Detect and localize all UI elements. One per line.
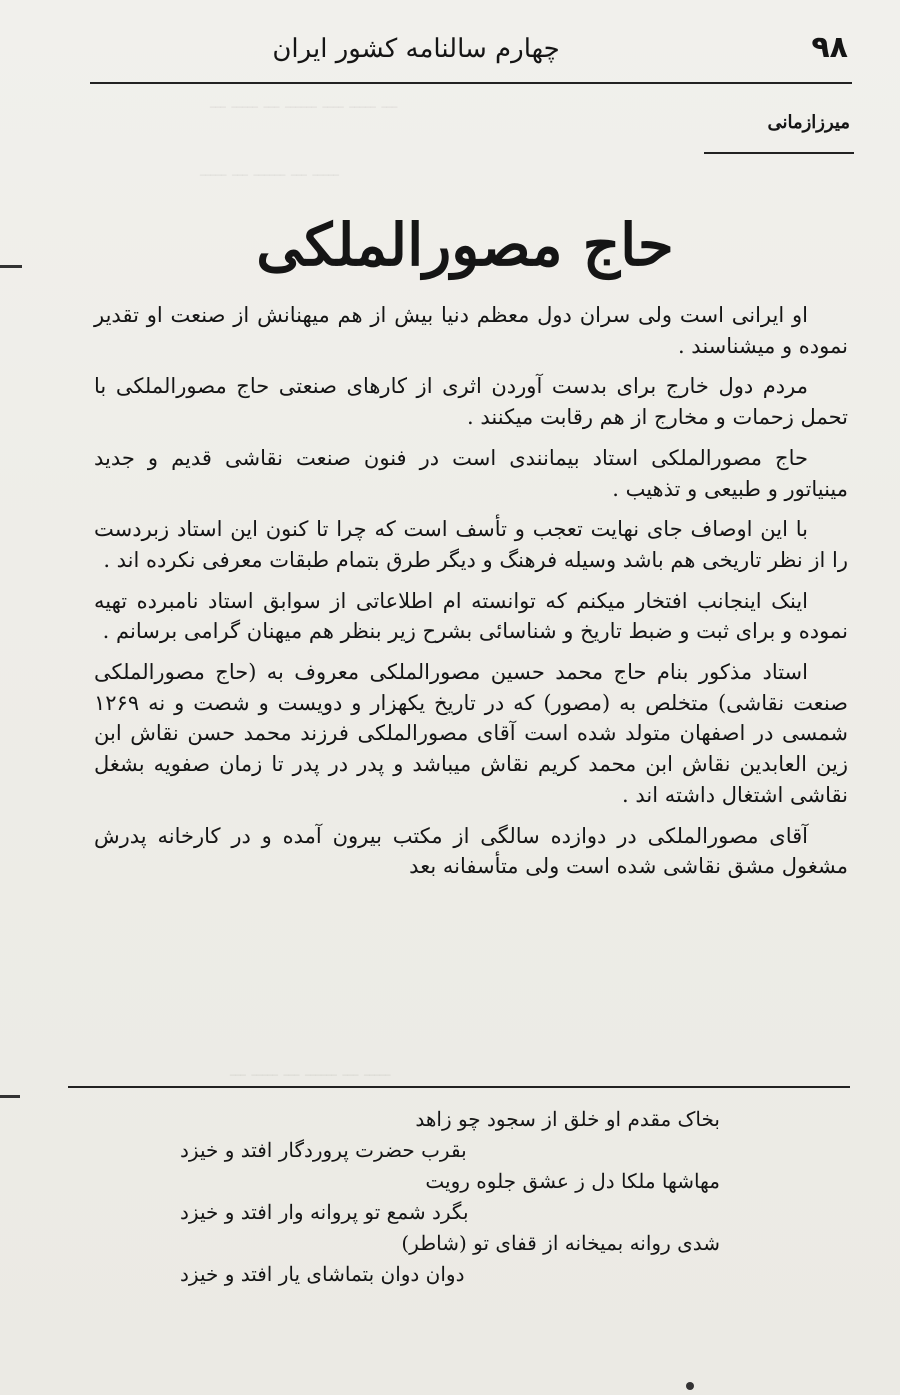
- poem-line: دوان دوان بتماشای یار افتد و خیزد: [180, 1262, 465, 1286]
- paragraph: اینک اینجانب افتخار میکنم که توانسته ام اطلاعاتی از سوابق استاد نامبرده تهیه نموده و برای ثبت و ضبط تاریخ و شناسائی بشرح زیر بنظر هم میهنان گرامی برسانم .: [94, 588, 848, 644]
- bleed-through-text: ـــــ ـــ ــــــ ـــ ـــــ ـــ: [230, 1060, 391, 1081]
- running-title: چهارم سالنامه کشور ایران: [272, 34, 560, 64]
- binding-mark: [0, 1095, 20, 1098]
- paragraph: آقای مصورالملکی در دوازده سالگی از مکتب بیرون آمده و در کارخانه پدرش مشغول مشق نقاشی شده است ولی متأسفانه بعد: [94, 823, 848, 879]
- poem-line: بخاک مقدم او خلق از سجود چو زاهد: [415, 1107, 720, 1131]
- paragraph: با این اوصاف جای نهایت تعجب و تأسف است که چرا تا کنون این استاد زبردست را از نظر تاریخی هم باشد وسیله فرهنگ و دیگر طرق بتمام طبقات معرفی نکرده اند .: [94, 517, 848, 572]
- poem-footnote: [180, 1104, 740, 1290]
- poem-line: مهاشها ملکا دل ز عشق جلوه رویت: [425, 1169, 720, 1193]
- paragraph: استاد مذکور بنام حاج محمد حسین مصورالملکی معروف به (حاج مصورالملکی صنعت نقاشی) متخلص به (مصور) که در تاریخ یکهزار و دویست و شصت و نه ۱۲۶۹ شمسی در اصفهان متولد شده است آقای مصورالملکی فرزند محمد حسن نقاش ابن زین العابدین نقاش ابن محمد کریم نقاش میباشد و پدر در پدر تا زمان صفویه بشغل نقاشی اشتغال داشته اند .: [94, 660, 848, 807]
- article-body: [94, 300, 848, 892]
- paragraph: او ایرانی است ولی سران دول معظم دنیا بیش از هم میهنانش از صنعت او تقدیر نموده و میشناسند .: [94, 303, 848, 358]
- poem-line: بقرب حضرت پروردگار افتد و خیزد: [180, 1138, 467, 1162]
- paragraph: حاج مصورالملکی استاد بیمانندی است در فنون صنعت نقاشی قدیم و جدید مینیاتور و طبیعی و تذهیب .: [94, 445, 848, 501]
- poem-line: بگرد شمع تو پروانه وار افتد و خیزد: [180, 1200, 469, 1224]
- paragraph: مردم دول خارج برای بدست آوردن اثری از کارهای صنعتی حاج مصورالملکی با تحمل زحمات و مخارج از هم رقابت میکنند .: [94, 374, 848, 430]
- bleed-through-text: ـــ ـــــ ــــ ــــــ ـــ ـــــ ـــ: [210, 92, 398, 113]
- footnote-rule: [68, 1086, 850, 1088]
- header-rule: [90, 82, 852, 84]
- article-title: حاج مصورالملکی: [256, 211, 674, 279]
- binding-mark: [686, 1382, 694, 1390]
- page-header: [70, 30, 852, 80]
- binding-mark: [0, 265, 22, 268]
- author-underline: [704, 152, 854, 154]
- bleed-through-text: ـــــ ـــ ــــــ ـــ ـــــ: [200, 160, 339, 181]
- page-number: ۹۸: [811, 30, 848, 65]
- poem-line: شدی روانه بمیخانه از قفای تو (شاطر): [401, 1231, 720, 1255]
- author-name: میرزازمانی: [767, 112, 850, 133]
